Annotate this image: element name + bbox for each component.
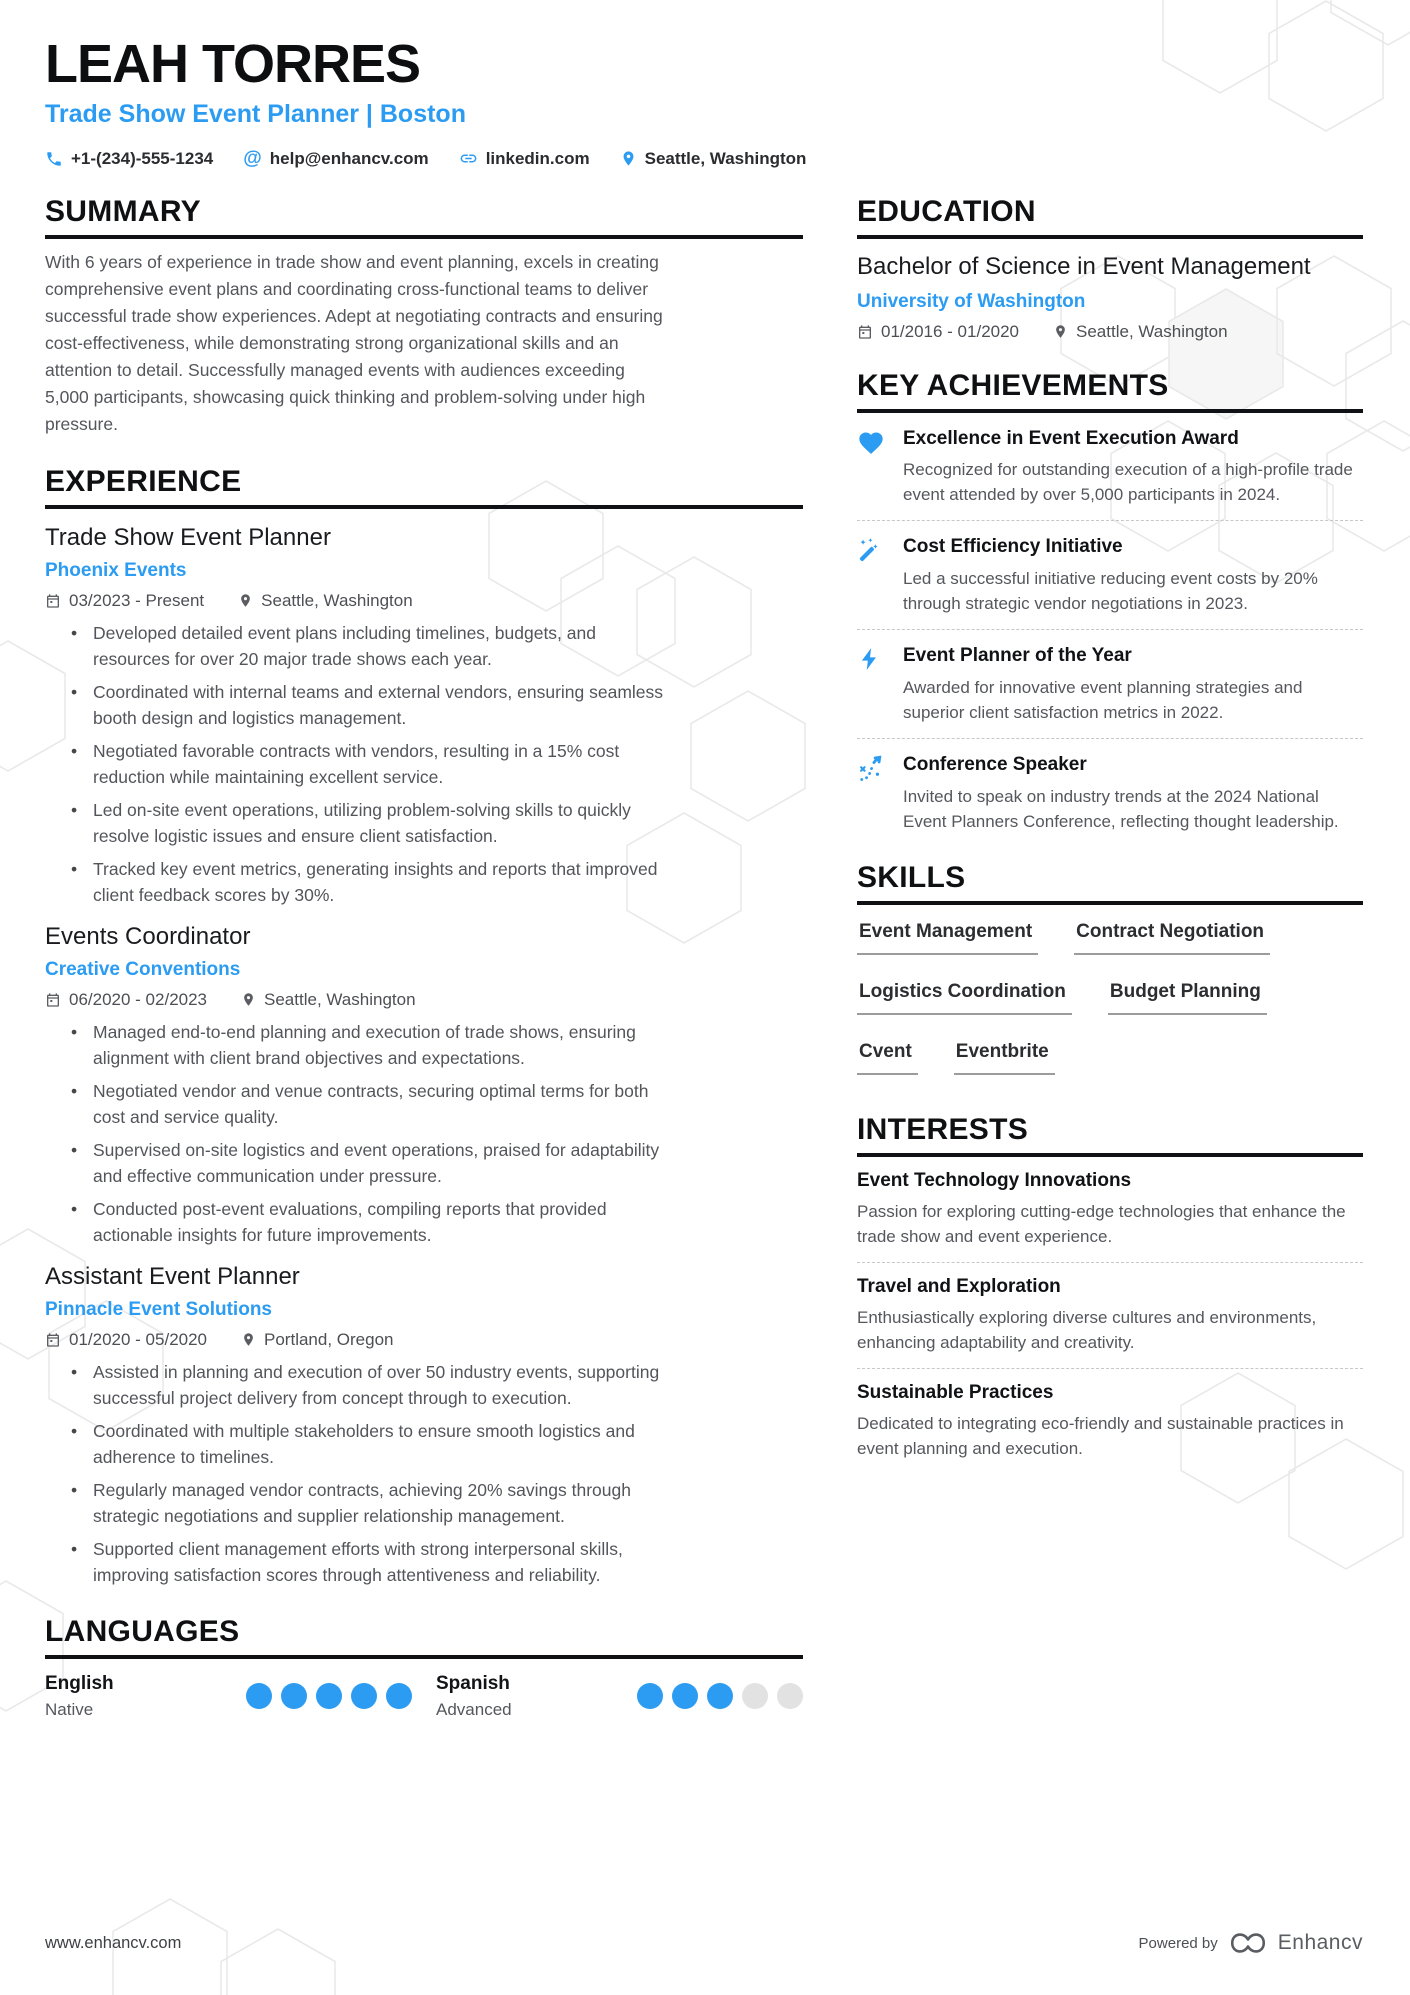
interest-item bbox=[857, 1276, 1363, 1355]
job-location: Portland, Oregon bbox=[241, 1330, 393, 1350]
achievements-heading: KEY ACHIEVEMENTS bbox=[857, 369, 1363, 413]
summary-heading: SUMMARY bbox=[45, 195, 803, 239]
divider bbox=[857, 629, 1363, 630]
resume-header bbox=[0, 0, 1410, 169]
achievement-title: Event Planner of the Year bbox=[903, 645, 1132, 667]
job-location: Seattle, Washington bbox=[241, 990, 416, 1010]
bullet-item: • Tracked key event metrics, generating insights and reports that improved client feedback scores by 30%. bbox=[45, 856, 671, 908]
school-name: University of Washington bbox=[857, 290, 1086, 312]
enhancv-brand-name: Enhancv bbox=[1277, 1931, 1363, 1954]
achievement-text: Invited to speak on industry trends at the 2024 National Event Planners Conference, reflecting thought leadership. bbox=[903, 786, 1339, 831]
experience-section bbox=[45, 465, 803, 1588]
bullet-item: • Supervised on-site logistics and event operations, praised for adaptability and effective communication under pressure. bbox=[45, 1137, 671, 1189]
language-level-dots bbox=[637, 1683, 803, 1709]
language-level-dot bbox=[316, 1683, 342, 1709]
experience-heading: EXPERIENCE bbox=[45, 465, 803, 509]
contact-linkedin-text: linkedin.com bbox=[485, 148, 590, 168]
contact-row bbox=[45, 149, 1363, 169]
achievement-text: Awarded for innovative event planning strategies and superior client satisfaction metrics in 2022. bbox=[903, 677, 1303, 722]
achievement-item bbox=[857, 535, 1363, 616]
job-title: Trade Show Event Planner bbox=[45, 523, 331, 551]
bullet-item: • Conducted post-event evaluations, compiling reports that provided actionable insights for future improvements. bbox=[45, 1196, 671, 1248]
interests-section bbox=[857, 1113, 1363, 1461]
language-level-dot bbox=[707, 1683, 733, 1709]
contact-email[interactable] bbox=[243, 149, 428, 169]
achievement-text: Recognized for outstanding execution of a high-profile trade event attended by over 5,000 participants in 2024. bbox=[903, 460, 1353, 505]
interest-text: Enthusiastically exploring diverse cultures and environments, enhancing adaptability and creativity. bbox=[857, 1307, 1317, 1352]
powered-by-badge[interactable] bbox=[1139, 1929, 1363, 1957]
achievements-section bbox=[857, 369, 1363, 834]
interests-heading: INTERESTS bbox=[857, 1113, 1363, 1157]
job-bullet-list bbox=[45, 620, 803, 908]
education-heading: EDUCATION bbox=[857, 195, 1363, 239]
education-dates: 01/2016 - 01/2020 bbox=[857, 322, 1019, 342]
job-company: Phoenix Events bbox=[45, 559, 187, 581]
magic-wand-icon bbox=[857, 535, 887, 616]
achievement-text: Led a successful initiative reducing event costs by 20% through strategic vendor negotiations in 2023. bbox=[903, 569, 1318, 614]
language-level-dot bbox=[246, 1683, 272, 1709]
language-item bbox=[436, 1673, 803, 1720]
experience-entry bbox=[45, 922, 803, 1248]
language-level-dot bbox=[351, 1683, 377, 1709]
location-icon bbox=[241, 1332, 256, 1347]
calendar-icon bbox=[45, 992, 61, 1008]
enhancv-logo-icon bbox=[1228, 1929, 1268, 1957]
language-name: Spanish bbox=[436, 1672, 510, 1694]
powered-by-label: Powered by bbox=[1138, 1934, 1218, 1952]
skill-item: Event Management bbox=[857, 921, 1038, 955]
education-location: Seattle, Washington bbox=[1053, 322, 1228, 342]
job-dates: 03/2023 - Present bbox=[45, 591, 204, 611]
contact-phone-text: +1-(234)-555-1234 bbox=[71, 148, 214, 168]
location-icon bbox=[241, 992, 256, 1007]
bullet-item: • Assisted in planning and execution of over 50 industry events, supporting successful project delivery from concept through to execution. bbox=[45, 1359, 671, 1411]
interest-title: Travel and Exploration bbox=[857, 1275, 1061, 1297]
location-icon bbox=[620, 150, 637, 167]
calendar-icon bbox=[45, 593, 61, 609]
interest-title: Sustainable Practices bbox=[857, 1381, 1054, 1403]
job-company: Creative Conventions bbox=[45, 958, 241, 980]
achievement-item bbox=[857, 644, 1363, 725]
experience-entry bbox=[45, 523, 803, 908]
lightning-bolt-icon bbox=[857, 644, 887, 725]
language-level-dot bbox=[742, 1683, 768, 1709]
contact-linkedin[interactable] bbox=[459, 149, 590, 169]
interest-title: Event Technology Innovations bbox=[857, 1169, 1132, 1191]
languages-section bbox=[45, 1615, 803, 1720]
bullet-item: • Negotiated vendor and venue contracts, securing optimal terms for both cost and service quality. bbox=[45, 1078, 671, 1130]
job-bullet-list bbox=[45, 1359, 803, 1588]
location-icon bbox=[1053, 324, 1068, 339]
skills-heading: SKILLS bbox=[857, 861, 1363, 905]
skills-section bbox=[857, 861, 1363, 1101]
language-level-dot bbox=[386, 1683, 412, 1709]
summary-text: With 6 years of experience in trade show and event planning, excels in creating comprehensive event plans and coordinating cross-functional teams to deliver successful trade show experiences. Adept at negotiating contracts and ensuring cost-effectiveness, while demonstrating strong organizational skills and an attention to detail. Successfully managed events with audiences exceeding 5,000 participants, showcasing quick thinking and problem-solving under high pressure. bbox=[45, 251, 663, 434]
divider bbox=[857, 1368, 1363, 1369]
at-icon: @ bbox=[243, 148, 262, 170]
interest-item bbox=[857, 1170, 1363, 1249]
contact-location-text: Seattle, Washington bbox=[644, 148, 807, 168]
skill-item: Contract Negotiation bbox=[1074, 921, 1270, 955]
enhancv-site-link[interactable]: www.enhancv.com bbox=[45, 1934, 182, 1952]
achievement-title: Cost Efficiency Initiative bbox=[903, 536, 1123, 558]
interest-text: Passion for exploring cutting-edge technologies that enhance the trade show and event experience. bbox=[857, 1201, 1346, 1246]
contact-phone bbox=[45, 149, 213, 169]
skill-item: Cvent bbox=[857, 1041, 918, 1075]
achievement-title: Excellence in Event Execution Award bbox=[903, 427, 1239, 449]
language-item bbox=[45, 1673, 412, 1720]
interest-text: Dedicated to integrating eco-friendly and sustainable practices in event planning and execution. bbox=[857, 1413, 1344, 1458]
interest-item bbox=[857, 1382, 1363, 1461]
trend-route-icon bbox=[857, 753, 887, 834]
job-dates: 01/2020 - 05/2020 bbox=[45, 1330, 207, 1350]
achievement-title: Conference Speaker bbox=[903, 753, 1087, 775]
language-level-dot bbox=[672, 1683, 698, 1709]
skill-item: Logistics Coordination bbox=[857, 981, 1072, 1015]
language-level: Advanced bbox=[436, 1699, 512, 1719]
job-location: Seattle, Washington bbox=[238, 591, 413, 611]
job-company: Pinnacle Event Solutions bbox=[45, 1298, 272, 1320]
education-section bbox=[857, 195, 1363, 342]
contact-email-text: help@enhancv.com bbox=[269, 148, 429, 168]
divider bbox=[857, 738, 1363, 739]
summary-section bbox=[45, 195, 803, 438]
job-dates: 06/2020 - 02/2023 bbox=[45, 990, 207, 1010]
heart-icon bbox=[857, 427, 887, 508]
languages-heading: LANGUAGES bbox=[45, 1615, 803, 1659]
skill-item: Budget Planning bbox=[1108, 981, 1267, 1015]
job-title: Events Coordinator bbox=[45, 922, 251, 950]
bullet-item: • Supported client management efforts with strong interpersonal skills, improving satisfaction scores through attentiveness and reliability. bbox=[45, 1536, 671, 1588]
divider bbox=[857, 1262, 1363, 1263]
hexagon-decoration bbox=[220, 1928, 336, 1995]
bullet-item: • Negotiated favorable contracts with vendors, resulting in a 15% cost reduction while maintaining excellent service. bbox=[45, 738, 671, 790]
candidate-headline: Trade Show Event Planner | Boston bbox=[45, 99, 466, 128]
language-level-dots bbox=[246, 1683, 412, 1709]
bullet-item: • Coordinated with internal teams and external vendors, ensuring seamless booth design and logistics management. bbox=[45, 679, 671, 731]
language-name: English bbox=[45, 1672, 114, 1694]
skill-item: Eventbrite bbox=[954, 1041, 1055, 1075]
bullet-item: • Regularly managed vendor contracts, achieving 20% savings through strategic negotiations and supplier relationship management. bbox=[45, 1477, 671, 1529]
phone-icon bbox=[45, 150, 63, 168]
language-level: Native bbox=[45, 1699, 94, 1719]
bullet-item: • Developed detailed event plans including timelines, budgets, and resources for over 20 major trade shows each year. bbox=[45, 620, 671, 672]
experience-entry bbox=[45, 1262, 803, 1588]
location-icon bbox=[238, 593, 253, 608]
divider bbox=[857, 520, 1363, 521]
language-level-dot bbox=[637, 1683, 663, 1709]
language-level-dot bbox=[777, 1683, 803, 1709]
calendar-icon bbox=[857, 324, 873, 340]
bullet-item: • Coordinated with multiple stakeholders to ensure smooth logistics and adherence to timelines. bbox=[45, 1418, 671, 1470]
candidate-name: LEAH TORRES bbox=[45, 34, 421, 94]
degree-title: Bachelor of Science in Event Management bbox=[857, 252, 1311, 280]
bullet-item: • Led on-site event operations, utilizing problem-solving skills to quickly resolve logistic issues and ensure client satisfaction. bbox=[45, 797, 671, 849]
calendar-icon bbox=[45, 1332, 61, 1348]
bullet-item: • Managed end-to-end planning and execution of trade shows, ensuring alignment with client brand objectives and expectations. bbox=[45, 1019, 671, 1071]
contact-location bbox=[620, 149, 807, 169]
achievement-item bbox=[857, 753, 1363, 834]
language-level-dot bbox=[281, 1683, 307, 1709]
achievement-item bbox=[857, 427, 1363, 508]
job-bullet-list bbox=[45, 1019, 803, 1248]
link-icon bbox=[459, 149, 478, 168]
job-title: Assistant Event Planner bbox=[45, 1262, 300, 1290]
